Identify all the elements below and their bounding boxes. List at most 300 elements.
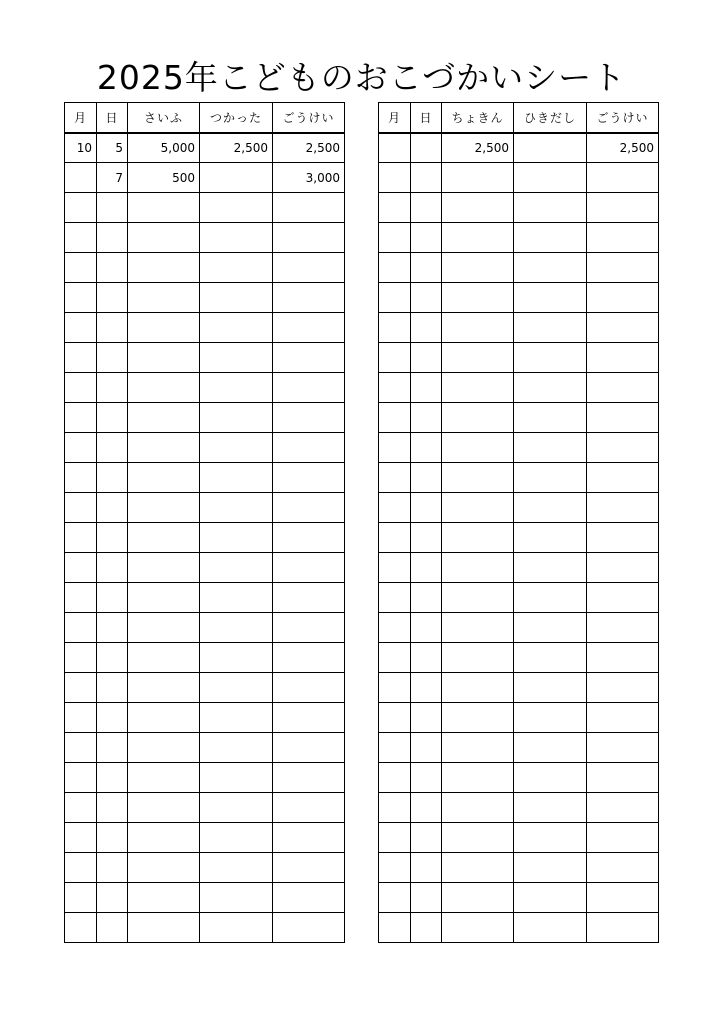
wallet-table-total-cell bbox=[273, 553, 345, 583]
savings-table-month-cell bbox=[379, 463, 411, 493]
wallet-table-amount-cell bbox=[200, 283, 273, 313]
wallet-table-total-cell bbox=[273, 193, 345, 223]
savings-table-day-cell bbox=[411, 733, 442, 763]
savings-table-row bbox=[379, 583, 659, 613]
savings-table-total-cell bbox=[587, 883, 659, 913]
wallet-table-total-cell bbox=[273, 433, 345, 463]
savings-table-row bbox=[379, 793, 659, 823]
wallet-table-amount-cell bbox=[128, 373, 200, 403]
savings-table-row bbox=[379, 523, 659, 553]
savings-table-amount-cell bbox=[442, 853, 514, 883]
savings-table-total-cell bbox=[587, 463, 659, 493]
savings-table-total-cell bbox=[587, 853, 659, 883]
wallet-table-month-cell bbox=[65, 343, 97, 373]
wallet-table-day-cell bbox=[97, 883, 128, 913]
savings-table-month-cell bbox=[379, 493, 411, 523]
savings-table-row bbox=[379, 823, 659, 853]
wallet-table-amount-cell bbox=[128, 793, 200, 823]
wallet-table-month-cell bbox=[65, 523, 97, 553]
wallet-table-total-cell bbox=[273, 673, 345, 703]
wallet-table-row bbox=[65, 373, 345, 403]
wallet-table-row bbox=[65, 283, 345, 313]
savings-table-day-cell bbox=[411, 253, 442, 283]
wallet-table-amount-cell bbox=[128, 313, 200, 343]
wallet-table-amount-cell bbox=[128, 463, 200, 493]
savings-table-row bbox=[379, 673, 659, 703]
wallet-table-month-cell bbox=[65, 733, 97, 763]
wallet-table-month-cell bbox=[65, 853, 97, 883]
wallet-table-month-cell bbox=[65, 463, 97, 493]
savings-table-day-cell bbox=[411, 613, 442, 643]
wallet-table-row bbox=[65, 493, 345, 523]
savings-table-row bbox=[379, 163, 659, 193]
savings-table-row bbox=[379, 373, 659, 403]
savings-table-total-cell bbox=[587, 703, 659, 733]
savings-table-total-cell bbox=[587, 523, 659, 553]
wallet-table-day-cell bbox=[97, 763, 128, 793]
wallet-table-total-cell bbox=[273, 313, 345, 343]
wallet-table-amount-cell bbox=[200, 223, 273, 253]
column-header-month: 月 bbox=[379, 103, 411, 133]
column-header-withdrawal: ひきだし bbox=[514, 103, 587, 133]
savings-table-day-cell bbox=[411, 163, 442, 193]
savings-table-day-cell bbox=[411, 433, 442, 463]
savings-table-day-cell bbox=[411, 133, 442, 163]
wallet-table-row bbox=[65, 913, 345, 943]
wallet-table-amount-cell bbox=[128, 733, 200, 763]
savings-table-total-cell bbox=[587, 373, 659, 403]
wallet-table-day-cell bbox=[97, 493, 128, 523]
savings-table-amount-cell bbox=[442, 583, 514, 613]
wallet-table-amount-cell: 2,500 bbox=[200, 133, 273, 163]
savings-table-total-cell bbox=[587, 673, 659, 703]
wallet-table-amount-cell bbox=[200, 463, 273, 493]
wallet-table-day-cell bbox=[97, 673, 128, 703]
savings-table-total-cell bbox=[587, 913, 659, 943]
savings-table-day-cell bbox=[411, 673, 442, 703]
wallet-table-amount-cell bbox=[128, 493, 200, 523]
wallet-table-row bbox=[65, 193, 345, 223]
savings-table-amount-cell bbox=[514, 613, 587, 643]
wallet-table-amount-cell bbox=[128, 223, 200, 253]
wallet-table-month-cell: 10 bbox=[65, 133, 97, 163]
savings-table-amount-cell bbox=[442, 463, 514, 493]
wallet-table-row bbox=[65, 883, 345, 913]
savings-table-row bbox=[379, 763, 659, 793]
wallet-table-amount-cell bbox=[128, 883, 200, 913]
savings-table-amount-cell bbox=[514, 733, 587, 763]
savings-table-day-cell bbox=[411, 463, 442, 493]
wallet-table-amount-cell bbox=[200, 193, 273, 223]
wallet-table-day-cell bbox=[97, 403, 128, 433]
savings-table-day-cell bbox=[411, 493, 442, 523]
savings-table-row bbox=[379, 643, 659, 673]
savings-table-day-cell bbox=[411, 763, 442, 793]
savings-table-amount-cell bbox=[442, 883, 514, 913]
savings-table-month-cell bbox=[379, 763, 411, 793]
wallet-table-day-cell bbox=[97, 733, 128, 763]
savings-table-row bbox=[379, 253, 659, 283]
wallet-table-row bbox=[65, 763, 345, 793]
savings-table-day-cell bbox=[411, 193, 442, 223]
wallet-table-row bbox=[65, 853, 345, 883]
savings-table-row bbox=[379, 703, 659, 733]
wallet-table-amount-cell bbox=[200, 493, 273, 523]
savings-table-month-cell bbox=[379, 883, 411, 913]
savings-table-amount-cell bbox=[514, 793, 587, 823]
wallet-table-amount-cell bbox=[200, 583, 273, 613]
wallet-table-row bbox=[65, 733, 345, 763]
savings-table-month-cell bbox=[379, 253, 411, 283]
wallet-table-row bbox=[65, 463, 345, 493]
wallet-table-amount-cell bbox=[200, 163, 273, 193]
wallet-table-month-cell bbox=[65, 703, 97, 733]
savings-table-amount-cell bbox=[514, 763, 587, 793]
column-header-total: ごうけい bbox=[273, 103, 345, 133]
wallet-table-amount-cell bbox=[128, 193, 200, 223]
wallet-table-total-cell bbox=[273, 493, 345, 523]
savings-table-day-cell bbox=[411, 403, 442, 433]
savings-table-amount-cell bbox=[514, 703, 587, 733]
wallet-table-month-cell bbox=[65, 793, 97, 823]
wallet-table-amount-cell: 500 bbox=[128, 163, 200, 193]
wallet-table-month-cell bbox=[65, 403, 97, 433]
savings-table-amount-cell bbox=[514, 313, 587, 343]
savings-table-row bbox=[379, 493, 659, 523]
column-header-day: 日 bbox=[411, 103, 442, 133]
wallet-table-month-cell bbox=[65, 223, 97, 253]
wallet-table-amount-cell bbox=[128, 343, 200, 373]
wallet-table-total-cell bbox=[273, 763, 345, 793]
savings-table-day-cell bbox=[411, 283, 442, 313]
wallet-table-amount-cell bbox=[200, 643, 273, 673]
savings-table-row bbox=[379, 283, 659, 313]
savings-table-amount-cell bbox=[442, 193, 514, 223]
wallet-table-day-cell bbox=[97, 853, 128, 883]
wallet-table-amount-cell bbox=[200, 613, 273, 643]
wallet-table-day-cell: 7 bbox=[97, 163, 128, 193]
wallet-table-month-cell bbox=[65, 823, 97, 853]
wallet-table-header-row bbox=[65, 103, 345, 133]
wallet-table-month-cell bbox=[65, 253, 97, 283]
wallet-table-amount-cell bbox=[128, 613, 200, 643]
wallet-table-row bbox=[65, 523, 345, 553]
savings-table-month-cell bbox=[379, 373, 411, 403]
wallet-table-row bbox=[65, 343, 345, 373]
savings-table-amount-cell bbox=[514, 133, 587, 163]
savings-table-amount-cell bbox=[514, 433, 587, 463]
savings-table-month-cell bbox=[379, 313, 411, 343]
savings-table-amount-cell: 2,500 bbox=[442, 133, 514, 163]
wallet-table-total-cell bbox=[273, 523, 345, 553]
wallet-table-row bbox=[65, 553, 345, 583]
savings-table-day-cell bbox=[411, 523, 442, 553]
savings-table-amount-cell bbox=[514, 403, 587, 433]
wallet-table-total-cell bbox=[273, 343, 345, 373]
savings-table-day-cell bbox=[411, 703, 442, 733]
savings-table-amount-cell bbox=[514, 523, 587, 553]
savings-table-row bbox=[379, 853, 659, 883]
wallet-table-total-cell bbox=[273, 403, 345, 433]
savings-table-total-cell bbox=[587, 583, 659, 613]
savings-table-amount-cell bbox=[514, 343, 587, 373]
savings-table-amount-cell bbox=[442, 403, 514, 433]
wallet-table-amount-cell bbox=[128, 853, 200, 883]
wallet-table-day-cell bbox=[97, 253, 128, 283]
savings-table-day-cell bbox=[411, 793, 442, 823]
wallet-table-month-cell bbox=[65, 433, 97, 463]
savings-table-day-cell bbox=[411, 223, 442, 253]
wallet-table-amount-cell bbox=[128, 823, 200, 853]
savings-table-month-cell bbox=[379, 163, 411, 193]
savings-table-amount-cell bbox=[442, 823, 514, 853]
savings-table-total-cell bbox=[587, 193, 659, 223]
wallet-table-total-cell: 2,500 bbox=[273, 133, 345, 163]
wallet-table-amount-cell bbox=[200, 703, 273, 733]
savings-table-amount-cell bbox=[514, 463, 587, 493]
wallet-table-amount-cell bbox=[200, 313, 273, 343]
savings-table-amount-cell bbox=[514, 853, 587, 883]
savings-table-day-cell bbox=[411, 583, 442, 613]
savings-table-row bbox=[379, 913, 659, 943]
wallet-table-amount-cell bbox=[200, 523, 273, 553]
wallet-table-row bbox=[65, 823, 345, 853]
savings-table-amount-cell bbox=[442, 793, 514, 823]
savings-table-total-cell bbox=[587, 553, 659, 583]
savings-table-total-cell bbox=[587, 223, 659, 253]
savings-table-row bbox=[379, 403, 659, 433]
savings-table-amount-cell bbox=[442, 643, 514, 673]
wallet-table-day-cell bbox=[97, 283, 128, 313]
wallet-table-amount-cell bbox=[200, 553, 273, 583]
page-title: 2025年こどものおこづかいシート bbox=[96, 58, 627, 97]
savings-table-row bbox=[379, 193, 659, 223]
savings-table-amount-cell bbox=[442, 253, 514, 283]
wallet-table-month-cell bbox=[65, 493, 97, 523]
savings-table-total-cell bbox=[587, 433, 659, 463]
savings-table-amount-cell bbox=[514, 373, 587, 403]
wallet-table-amount-cell bbox=[128, 913, 200, 943]
savings-table-amount-cell bbox=[442, 313, 514, 343]
savings-table-row bbox=[379, 883, 659, 913]
wallet-table-amount-cell bbox=[128, 763, 200, 793]
wallet-table-row bbox=[65, 613, 345, 643]
column-header-spent: つかった bbox=[200, 103, 273, 133]
savings-table-total-cell bbox=[587, 763, 659, 793]
savings-table-amount-cell bbox=[514, 583, 587, 613]
wallet-table-total-cell bbox=[273, 733, 345, 763]
wallet-table-amount-cell bbox=[200, 763, 273, 793]
savings-table-day-cell bbox=[411, 553, 442, 583]
wallet-table-amount-cell bbox=[128, 643, 200, 673]
savings-table-total-cell bbox=[587, 163, 659, 193]
savings-table-amount-cell bbox=[514, 163, 587, 193]
savings-table-day-cell bbox=[411, 883, 442, 913]
savings-table-total-cell bbox=[587, 643, 659, 673]
savings-table-amount-cell bbox=[514, 883, 587, 913]
wallet-table-amount-cell bbox=[200, 253, 273, 283]
savings-table-total-cell bbox=[587, 823, 659, 853]
wallet-table-amount-cell bbox=[200, 793, 273, 823]
wallet-table-month-cell bbox=[65, 883, 97, 913]
wallet-table-day-cell bbox=[97, 823, 128, 853]
savings-table-total-cell bbox=[587, 793, 659, 823]
savings-table-row bbox=[379, 133, 659, 163]
wallet-table-month-cell bbox=[65, 163, 97, 193]
savings-table-total-cell bbox=[587, 733, 659, 763]
wallet-table-amount-cell bbox=[128, 673, 200, 703]
wallet-table-row bbox=[65, 253, 345, 283]
savings-table-month-cell bbox=[379, 853, 411, 883]
wallet-table-day-cell bbox=[97, 793, 128, 823]
savings-table-month-cell bbox=[379, 553, 411, 583]
wallet-table-day-cell bbox=[97, 523, 128, 553]
wallet-table-row bbox=[65, 223, 345, 253]
wallet-table-row bbox=[65, 133, 345, 163]
savings-table-amount-cell bbox=[442, 223, 514, 253]
savings-table-amount-cell bbox=[514, 673, 587, 703]
wallet-table-row bbox=[65, 583, 345, 613]
savings-table-amount-cell bbox=[442, 703, 514, 733]
savings-table-month-cell bbox=[379, 343, 411, 373]
wallet-table-total-cell bbox=[273, 913, 345, 943]
savings-table-row bbox=[379, 433, 659, 463]
wallet-table-total-cell bbox=[273, 703, 345, 733]
savings-table-amount-cell bbox=[514, 493, 587, 523]
savings-table-amount-cell bbox=[442, 613, 514, 643]
savings-table-month-cell bbox=[379, 403, 411, 433]
wallet-table-amount-cell bbox=[200, 913, 273, 943]
wallet-table-day-cell bbox=[97, 583, 128, 613]
wallet-table-month-cell bbox=[65, 283, 97, 313]
wallet-table-day-cell bbox=[97, 913, 128, 943]
savings-table-month-cell bbox=[379, 793, 411, 823]
wallet-table-month-cell bbox=[65, 763, 97, 793]
wallet-table-amount-cell bbox=[200, 343, 273, 373]
savings-table-amount-cell bbox=[442, 433, 514, 463]
savings-table-row bbox=[379, 733, 659, 763]
wallet-table-amount-cell bbox=[128, 703, 200, 733]
savings-table-header-row bbox=[379, 103, 659, 133]
savings-table-row bbox=[379, 223, 659, 253]
wallet-table-day-cell bbox=[97, 643, 128, 673]
savings-table-amount-cell bbox=[514, 283, 587, 313]
savings-table-amount-cell bbox=[442, 763, 514, 793]
savings-table-month-cell bbox=[379, 673, 411, 703]
savings-table-month-cell bbox=[379, 433, 411, 463]
wallet-table-total-cell bbox=[273, 643, 345, 673]
wallet-table-amount-cell bbox=[128, 523, 200, 553]
wallet-table-row bbox=[65, 313, 345, 343]
wallet-table-amount-cell bbox=[200, 853, 273, 883]
savings-table-row bbox=[379, 313, 659, 343]
wallet-table-total-cell bbox=[273, 883, 345, 913]
savings-table-amount-cell bbox=[442, 553, 514, 583]
savings-table-day-cell bbox=[411, 913, 442, 943]
wallet-table-month-cell bbox=[65, 553, 97, 583]
wallet-table-total-cell bbox=[273, 373, 345, 403]
wallet-table-month-cell bbox=[65, 313, 97, 343]
savings-table-total-cell bbox=[587, 493, 659, 523]
wallet-table-day-cell bbox=[97, 373, 128, 403]
savings-table-amount-cell bbox=[442, 343, 514, 373]
column-header-total: ごうけい bbox=[587, 103, 659, 133]
savings-table-amount-cell bbox=[514, 193, 587, 223]
savings-table-month-cell bbox=[379, 703, 411, 733]
wallet-table-day-cell bbox=[97, 433, 128, 463]
savings-table-day-cell bbox=[411, 643, 442, 673]
wallet-table-amount-cell bbox=[128, 553, 200, 583]
column-header-savings: ちょきん bbox=[442, 103, 514, 133]
savings-table-total-cell bbox=[587, 313, 659, 343]
wallet-table-amount-cell bbox=[128, 433, 200, 463]
savings-table-total-cell bbox=[587, 403, 659, 433]
wallet-table-month-cell bbox=[65, 373, 97, 403]
wallet-table-total-cell bbox=[273, 793, 345, 823]
savings-table-amount-cell bbox=[442, 163, 514, 193]
savings-table bbox=[378, 102, 659, 943]
savings-table-day-cell bbox=[411, 823, 442, 853]
savings-table-row bbox=[379, 553, 659, 583]
savings-table-amount-cell bbox=[514, 643, 587, 673]
wallet-table-day-cell bbox=[97, 703, 128, 733]
wallet-table-day-cell bbox=[97, 343, 128, 373]
wallet-table-amount-cell bbox=[200, 433, 273, 463]
savings-table-month-cell bbox=[379, 283, 411, 313]
wallet-table-amount-cell bbox=[128, 583, 200, 613]
wallet-table-day-cell bbox=[97, 193, 128, 223]
savings-table-row bbox=[379, 463, 659, 493]
wallet-table-row bbox=[65, 643, 345, 673]
wallet-table-month-cell bbox=[65, 673, 97, 703]
savings-table-amount-cell bbox=[514, 253, 587, 283]
savings-table-total-cell bbox=[587, 343, 659, 373]
savings-table-amount-cell bbox=[514, 553, 587, 583]
wallet-table-row bbox=[65, 433, 345, 463]
savings-table-amount-cell bbox=[514, 913, 587, 943]
wallet-table-total-cell bbox=[273, 463, 345, 493]
wallet-table-month-cell bbox=[65, 643, 97, 673]
savings-table-amount-cell bbox=[442, 373, 514, 403]
wallet-table-row bbox=[65, 673, 345, 703]
wallet-table-total-cell bbox=[273, 253, 345, 283]
savings-table-total-cell bbox=[587, 253, 659, 283]
savings-table-amount-cell bbox=[514, 823, 587, 853]
wallet-table-total-cell bbox=[273, 583, 345, 613]
wallet-table-amount-cell: 5,000 bbox=[128, 133, 200, 163]
savings-table-day-cell bbox=[411, 343, 442, 373]
savings-table-amount-cell bbox=[514, 223, 587, 253]
wallet-table-day-cell bbox=[97, 223, 128, 253]
savings-table-month-cell bbox=[379, 643, 411, 673]
savings-table-day-cell bbox=[411, 373, 442, 403]
savings-table-amount-cell bbox=[442, 493, 514, 523]
wallet-table-total-cell bbox=[273, 283, 345, 313]
savings-table-total-cell: 2,500 bbox=[587, 133, 659, 163]
wallet-table-amount-cell bbox=[200, 733, 273, 763]
savings-table-month-cell bbox=[379, 613, 411, 643]
wallet-table-day-cell: 5 bbox=[97, 133, 128, 163]
wallet-table bbox=[64, 102, 345, 943]
wallet-table-amount-cell bbox=[200, 373, 273, 403]
wallet-table-month-cell bbox=[65, 613, 97, 643]
savings-table-row bbox=[379, 613, 659, 643]
savings-table-month-cell bbox=[379, 133, 411, 163]
savings-table-amount-cell bbox=[442, 913, 514, 943]
wallet-table-amount-cell bbox=[200, 883, 273, 913]
savings-table-month-cell bbox=[379, 823, 411, 853]
wallet-table-month-cell bbox=[65, 913, 97, 943]
